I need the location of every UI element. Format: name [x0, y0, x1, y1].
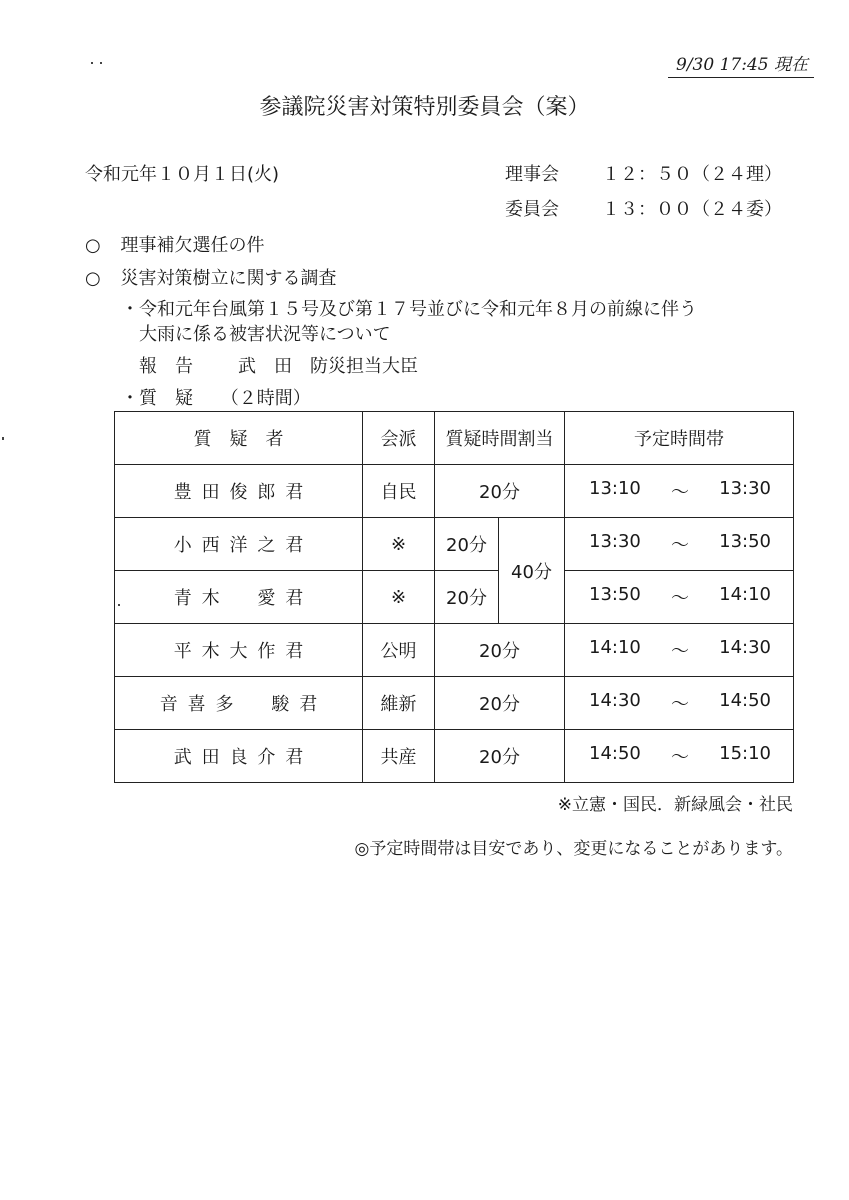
meeting-date: 令和元年１０月１日(火) — [85, 164, 280, 185]
tilde: ～ — [671, 694, 689, 715]
circle-bullet-icon: ○ — [85, 235, 101, 256]
questioner-name: 武田良介 — [173, 747, 286, 768]
honorific: 君 — [285, 747, 304, 768]
start-time: 14:10 — [589, 637, 641, 658]
start-time: 13:30 — [589, 531, 641, 552]
party-cell: 共産 — [363, 730, 435, 783]
table-header-row — [115, 412, 794, 465]
start-time: 14:50 — [589, 743, 641, 764]
time-slot-cell — [565, 571, 794, 624]
questioner-name: 青木 愛 — [173, 588, 286, 609]
scan-speck — [2, 437, 4, 440]
table-row — [115, 518, 794, 571]
party-footnote: ※立憲・国民．新緑風会・社民 — [557, 795, 793, 815]
document-title: 参議院災害対策特別委員会（案） — [259, 95, 590, 120]
agenda-item-1-text: 理事補欠選任の件 — [120, 235, 265, 256]
header-questioner: 質 疑 者 — [115, 412, 363, 465]
table-row — [115, 624, 794, 677]
dot-bullet: ・ — [121, 388, 139, 409]
time-slot-cell — [565, 518, 794, 571]
handwritten-timestamp: 9/30 17:45 現在 — [668, 50, 814, 78]
header-party: 会派 — [363, 412, 435, 465]
table-row — [115, 571, 794, 624]
board-meeting-label: 理事会 — [505, 164, 559, 185]
allotted-time-cell: 20分 — [435, 518, 499, 571]
scan-speck — [100, 62, 102, 64]
start-time: 14:30 — [589, 690, 641, 711]
allotted-time-cell: 20分 — [435, 730, 565, 783]
end-time: 15:10 — [719, 743, 771, 764]
committee-meeting-time: １３：００（２４委） — [602, 199, 782, 220]
honorific: 君 — [285, 641, 304, 662]
questioner-name: 平木大作 — [173, 641, 286, 662]
questioner-cell — [115, 518, 363, 571]
questioner-cell — [115, 571, 363, 624]
subitem-line-2: 大雨に係る被害状況等について — [139, 324, 391, 345]
header-allotted-time: 質疑時間割当 — [435, 412, 565, 465]
scan-speck — [118, 604, 120, 606]
board-meeting-time: １２：５０（２４理） — [602, 164, 782, 185]
questions-label: 質 疑 — [139, 388, 193, 409]
tilde: ～ — [671, 588, 689, 609]
end-time: 14:50 — [719, 690, 771, 711]
questions-line — [121, 384, 311, 410]
allotted-time-cell: 20分 — [435, 465, 565, 518]
dot-bullet: ・ — [121, 299, 139, 320]
questioner-name: 豊田俊郎 — [173, 482, 286, 503]
questioner-name: 小西洋之 — [173, 535, 286, 556]
time-slot-cell — [565, 730, 794, 783]
allotted-time-cell: 20分 — [435, 571, 499, 624]
tilde: ～ — [671, 747, 689, 768]
agenda-item-2 — [85, 264, 336, 290]
questioner-name: 音喜多 駿 — [159, 694, 300, 715]
party-cell: ※ — [363, 518, 435, 571]
combined-allotted-time-cell: 40分 — [499, 518, 565, 624]
allotted-time-cell: 20分 — [435, 677, 565, 730]
questioner-cell — [115, 677, 363, 730]
questioner-cell — [115, 465, 363, 518]
tilde: ～ — [671, 535, 689, 556]
end-time: 13:50 — [719, 531, 771, 552]
questions-duration: （２時間） — [220, 388, 311, 409]
party-cell: 自民 — [363, 465, 435, 518]
tilde: ～ — [671, 641, 689, 662]
honorific: 君 — [285, 535, 304, 556]
time-slot-cell — [565, 677, 794, 730]
header-scheduled-time: 予定時間帯 — [565, 412, 794, 465]
honorific: 君 — [299, 694, 318, 715]
party-cell: ※ — [363, 571, 435, 624]
time-slot-cell — [565, 465, 794, 518]
end-time: 14:30 — [719, 637, 771, 658]
tilde: ～ — [671, 482, 689, 503]
questioner-cell — [115, 730, 363, 783]
question-schedule-table — [114, 411, 794, 783]
table-row — [115, 730, 794, 783]
questioner-cell — [115, 624, 363, 677]
agenda-item-2-text: 災害対策樹立に関する調査 — [120, 268, 337, 289]
committee-meeting-label: 委員会 — [505, 199, 559, 220]
subitem-text-1: 令和元年台風第１５号及び第１７号並びに令和元年８月の前線に伴う — [139, 299, 697, 320]
honorific: 君 — [285, 588, 304, 609]
party-cell: 維新 — [363, 677, 435, 730]
report-person: 武 田 防災担当大臣 — [238, 356, 418, 377]
honorific: 君 — [285, 482, 304, 503]
time-slot-cell — [565, 624, 794, 677]
table-row — [115, 465, 794, 518]
scan-speck — [91, 62, 93, 64]
report-label: 報 告 — [139, 356, 193, 377]
subitem-line-1 — [121, 295, 697, 321]
start-time: 13:10 — [589, 478, 641, 499]
agenda-item-1 — [85, 231, 264, 257]
schedule-notice: ◎予定時間帯は目安であり、変更になることがあります。 — [354, 839, 793, 859]
allotted-time-cell: 20分 — [435, 624, 565, 677]
start-time: 13:50 — [589, 584, 641, 605]
end-time: 14:10 — [719, 584, 771, 605]
end-time: 13:30 — [719, 478, 771, 499]
circle-bullet-icon: ○ — [85, 268, 101, 289]
party-cell: 公明 — [363, 624, 435, 677]
table-row — [115, 677, 794, 730]
